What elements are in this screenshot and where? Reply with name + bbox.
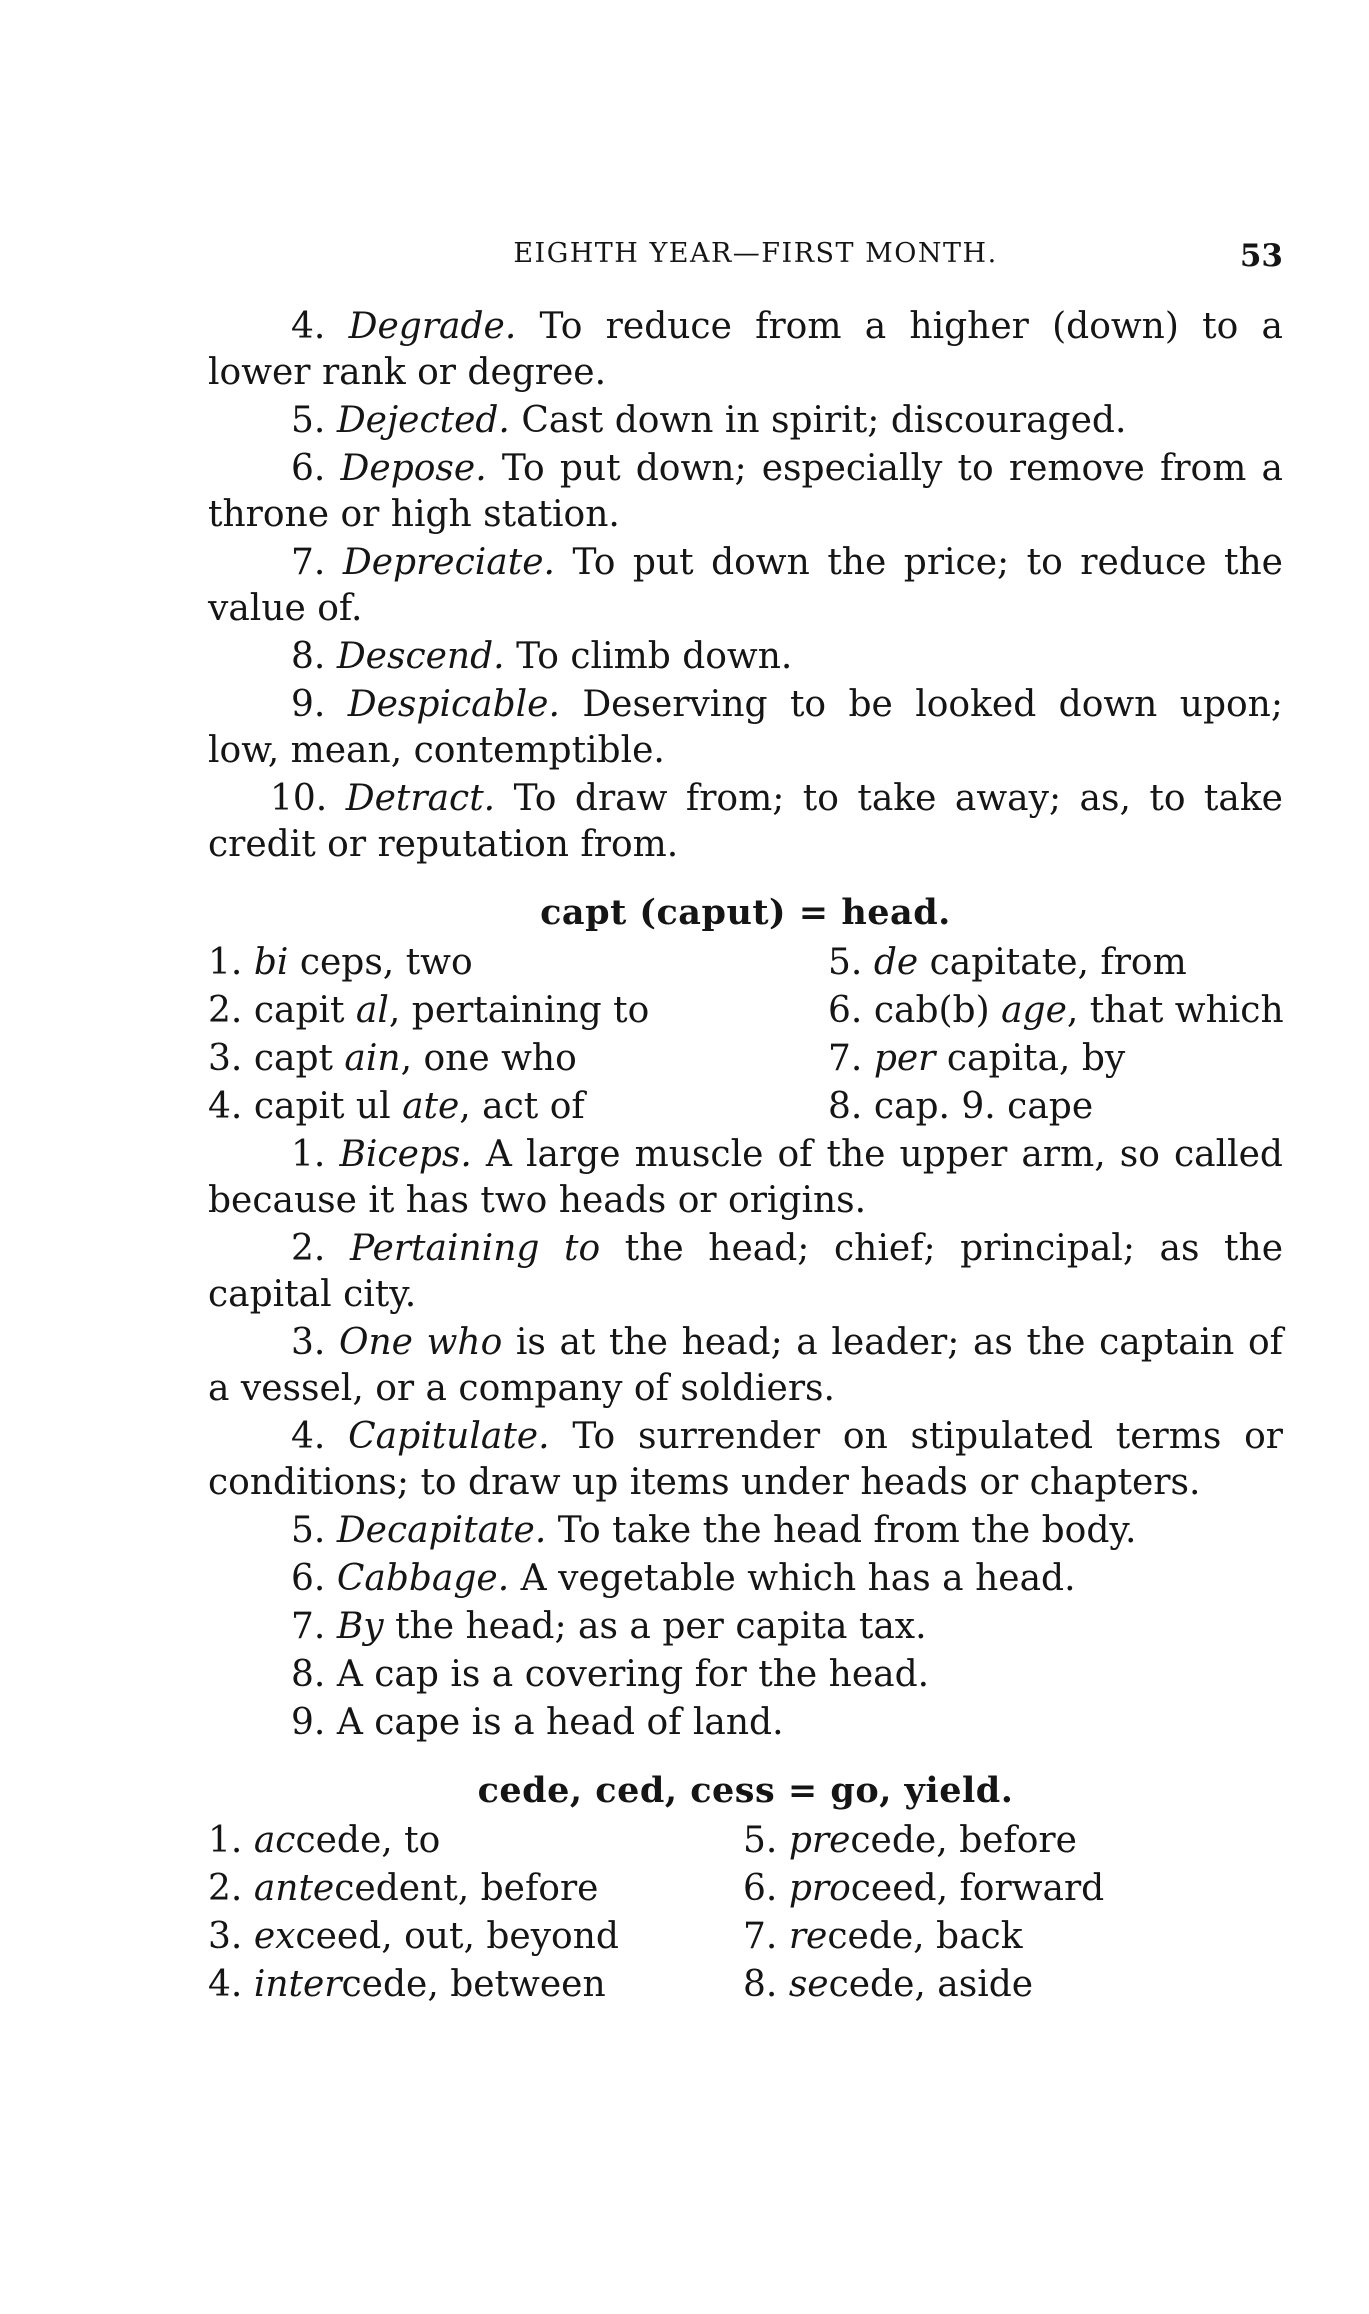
word-row (208, 940, 1283, 988)
page-number: 53 (1239, 238, 1283, 274)
definition-capt-9: 9. A cape is a head of land. (291, 1702, 784, 1743)
word-item: 7. per capita, by (828, 1038, 1126, 1079)
definition-de-4: 4. Degrade. To reduce from a higher (down) to a lower rank or degree. (208, 306, 1283, 393)
definition-capt-8: 8. A cap is a covering for the head. (291, 1654, 930, 1695)
definition-capt-4: 4. Capitulate. To surrender on stipulated terms or conditions; to draw up items under heads or chapters. (208, 1416, 1284, 1503)
section-heading-capt: capt (caput) = head. (540, 892, 951, 933)
word-row (208, 1036, 1283, 1084)
page-body (208, 304, 1283, 2010)
definition-capt-3: 3. One who is at the head; a leader; as the captain of a vessel, or a company of soldiers. (208, 1322, 1283, 1409)
word-item: 7. recede, back (743, 1916, 1023, 1957)
running-title: EIGHTH YEAR—FIRST MONTH. (513, 238, 998, 269)
word-item: 8. cap. 9. cape (828, 1086, 1094, 1127)
word-item: 5. precede, before (743, 1820, 1077, 1861)
word-item: 8. secede, aside (743, 1964, 1034, 2005)
definition-de-5: 5. Dejected. Cast down in spirit; discouraged. (291, 400, 1127, 441)
word-item: 1. bi ceps, two (208, 942, 473, 983)
word-row (208, 988, 1283, 1036)
word-item: 2. capit al, pertaining to (208, 990, 650, 1031)
definition-de-8: 8. Descend. To climb down. (291, 636, 793, 677)
word-row (208, 1084, 1283, 1132)
word-item: 3. capt ain, one who (208, 1038, 577, 1079)
definition-capt-5: 5. Decapitate. To take the head from the body. (291, 1510, 1137, 1551)
definition-capt-7: 7. By the head; as a per capita tax. (291, 1606, 927, 1647)
section-heading-cede: cede, ced, cess = go, yield. (477, 1770, 1014, 1811)
definition-de-7: 7. Depreciate. To put down the price; to reduce the value of. (208, 542, 1283, 629)
running-header (208, 238, 1283, 288)
definition-de-9: 9. Despicable. Deserving to be looked down upon; low, mean, contemptible. (208, 684, 1283, 771)
word-item: 4. intercede, between (208, 1964, 606, 2005)
word-item: 5. de capitate, from (828, 942, 1187, 983)
word-row (208, 1866, 1283, 1914)
word-item: 1. accede, to (208, 1820, 441, 1861)
word-item: 4. capit ul ate, act of (208, 1086, 585, 1127)
definition-capt-2: 2. Pertaining to the head; chief; principal; as the capital city. (208, 1228, 1283, 1315)
word-list-cede (208, 1818, 1283, 2010)
word-list-capt (208, 940, 1283, 1132)
definition-de-6: 6. Depose. To put down; especially to remove from a throne or high station. (208, 448, 1283, 535)
word-item: 6. proceed, forward (743, 1868, 1105, 1909)
word-item: 3. exceed, out, beyond (208, 1916, 619, 1957)
definition-capt-1: 1. Biceps. A large muscle of the upper arm, so called because it has two heads or origins. (208, 1134, 1283, 1221)
word-item: 2. antecedent, before (208, 1868, 599, 1909)
word-row (208, 1962, 1283, 2010)
word-row (208, 1818, 1283, 1866)
word-row (208, 1914, 1283, 1962)
definition-de-10: 10. Detract. To draw from; to take away; as, to take credit or reputation from. (208, 778, 1283, 865)
definition-capt-6: 6. Cabbage. A vegetable which has a head. (291, 1558, 1076, 1599)
word-item: 6. cab(b) age, that which (828, 990, 1284, 1031)
